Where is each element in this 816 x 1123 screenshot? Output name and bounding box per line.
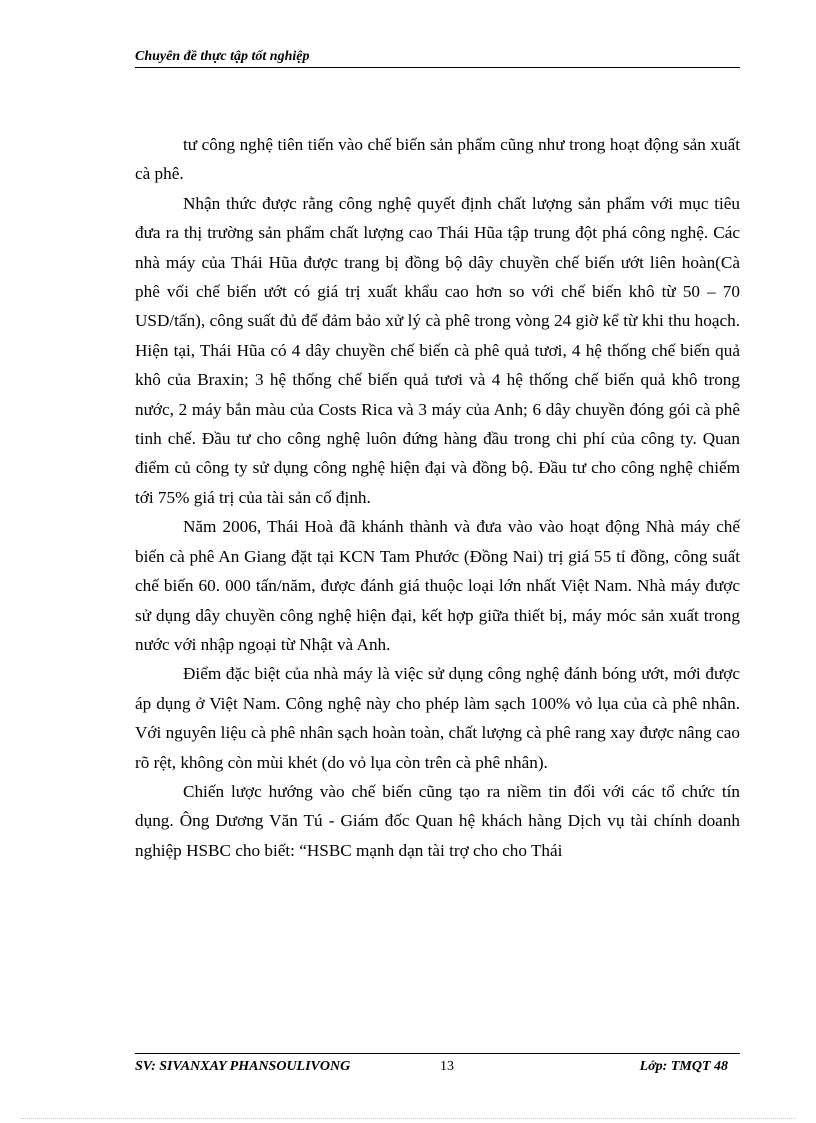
document-body	[135, 130, 740, 865]
footer-class: Lớp: TMQT 48	[639, 1059, 728, 1074]
paragraph: Nhận thức được rằng công nghệ quyết định chất lượng sản phẩm với mục tiêu đưa ra thị trường sản phẩm chất lượng cao Thái Hũa tập trung đột phá công nghệ. Các nhà máy của Thái Hũa được trang bị đồng bộ dây chuyền chế biến ướt liên hoàn(Cà phê vối chế biến ướt có giá trị xuất khẩu cao hơn so với chế biến khô từ 50 – 70 USD/tấn), công suất đủ để đảm bảo xử lý cà phê trong vòng 24 giờ kể từ khi thu hoạch. Hiện tại, Thái Hũa có 4 dây chuyền chế biến cà phê quả tươi, 4 hệ thống chế biến quả khô của Braxin; 3 hệ thống chế biến quả tươi và 4 hệ thống chế biến quả khô trong nước, 2 máy bắn màu của Costs Rica và 3 máy của Anh; 6 dây chuyền đóng gói cà phê tinh chế. Đầu tư cho công nghệ luôn đứng hàng đầu trong chi phí của công ty. Quan điểm củ công ty sử dụng công nghệ hiện đại và đồng bộ. Đầu tư cho công nghệ chiếm tới 75% giá trị của tài sản cố định.	[135, 193, 740, 507]
page-header	[135, 48, 740, 68]
page-bottom-divider	[20, 1118, 796, 1119]
paragraph: Điểm đặc biệt của nhà máy là việc sử dụng công nghệ đánh bóng ướt, mới được áp dụng ở Việt Nam. Công nghệ này cho phép làm sạch 100% vỏ lụa của cà phê nhân. Với nguyên liệu cà phê nhân sạch hoàn toàn, chất lượng cà phê rang xay được nâng cao rõ rệt, không còn mùi khét (do vỏ lụa còn trên cà phê nhân).	[135, 664, 740, 772]
footer-divider	[135, 1053, 740, 1054]
footer-student: SV: SIVANXAY PHANSOULIVONG	[135, 1059, 351, 1074]
page-footer	[135, 1057, 740, 1077]
header-title: Chuyên đề thực tập tốt nghiệp	[135, 49, 310, 64]
page-number: 13	[440, 1059, 454, 1074]
paragraph: tư công nghệ tiên tiến vào chế biến sản phẩm cũng như trong hoạt động sản xuất cà phê.	[135, 135, 740, 184]
paragraph: Chiến lược hướng vào chế biến cũng tạo ra niềm tin đối với các tổ chức tín dụng. Ông Dương Văn Tú - Giám đốc Quan hệ khách hàng Dịch vụ tài chính doanh nghiệp HSBC cho biết: “HSBC mạnh dạn tài trợ cho cho Thái	[135, 781, 740, 860]
paragraph: Năm 2006, Thái Hoà đã khánh thành và đưa vào vào hoạt động Nhà máy chế biến cà phê An Giang đặt tại KCN Tam Phước (Đồng Nai) trị giá 55 tỉ đồng, công suất chế biến 60. 000 tấn/năm, được đánh giá thuộc loại lớn nhất Việt Nam. Nhà máy được sử dụng dây chuyền công nghệ hiện đại, kết hợp giữa thiết bị, máy móc sản xuất trong nước với nhập ngoại từ Nhật và Anh.	[135, 517, 740, 654]
